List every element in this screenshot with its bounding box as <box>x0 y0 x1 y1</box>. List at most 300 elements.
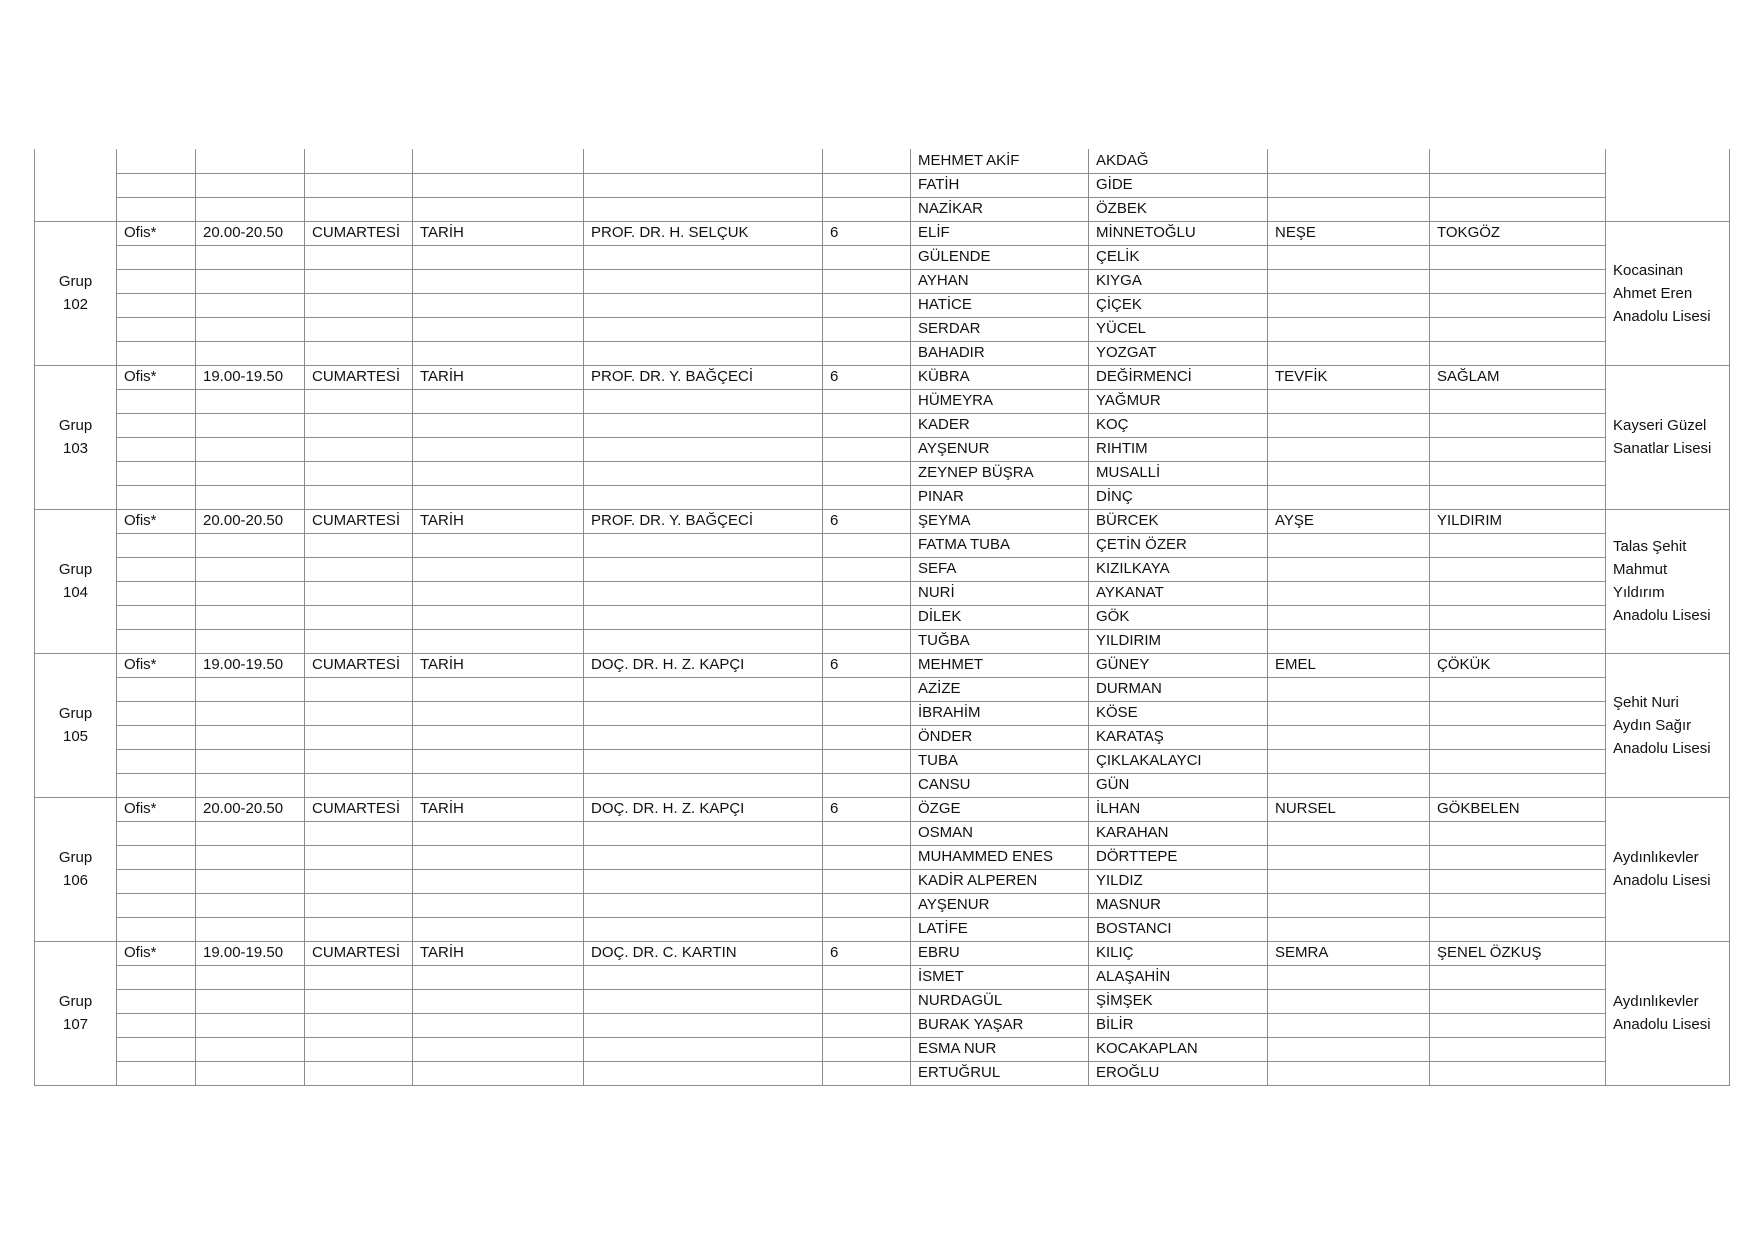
office-cell <box>117 581 196 605</box>
time-cell <box>196 197 305 221</box>
instructor-cell <box>584 989 823 1013</box>
course-cell <box>413 1013 584 1037</box>
capacity-cell <box>823 869 911 893</box>
time-cell: 19.00-19.50 <box>196 365 305 389</box>
time-cell <box>196 1061 305 1085</box>
table-row <box>35 1013 1730 1037</box>
capacity-cell <box>823 317 911 341</box>
teacher-first-name <box>1268 557 1430 581</box>
teacher-last-name <box>1430 197 1606 221</box>
day-cell <box>305 629 413 653</box>
course-cell <box>413 173 584 197</box>
capacity-cell: 6 <box>823 653 911 677</box>
student-last-name: KARATAŞ <box>1089 725 1268 749</box>
teacher-last-name <box>1430 773 1606 797</box>
teacher-last-name <box>1430 413 1606 437</box>
course-cell <box>413 749 584 773</box>
table-row <box>35 509 1730 533</box>
school-name-line: Ahmet Eren <box>1613 284 1693 302</box>
office-cell <box>117 749 196 773</box>
capacity-cell: 6 <box>823 941 911 965</box>
capacity-cell <box>823 485 911 509</box>
course-cell <box>413 869 584 893</box>
teacher-last-name <box>1430 173 1606 197</box>
course-cell <box>413 725 584 749</box>
student-first-name: FATMA TUBA <box>911 533 1089 557</box>
school-name-line: Kayseri Güzel <box>1613 417 1707 434</box>
day-cell <box>305 1013 413 1037</box>
capacity-cell: 6 <box>823 221 911 245</box>
time-cell <box>196 1037 305 1061</box>
schedule-body <box>35 149 1730 1085</box>
teacher-first-name <box>1268 773 1430 797</box>
teacher-last-name <box>1430 485 1606 509</box>
table-row <box>35 173 1730 197</box>
instructor-cell <box>584 677 823 701</box>
capacity-cell <box>823 725 911 749</box>
teacher-last-name <box>1430 533 1606 557</box>
student-first-name: TUBA <box>911 749 1089 773</box>
table-row <box>35 533 1730 557</box>
school-name-line: Mahmut <box>1613 561 1668 578</box>
table-row <box>35 413 1730 437</box>
student-first-name: HÜMEYRA <box>911 389 1089 413</box>
teacher-first-name <box>1268 845 1430 869</box>
school-name-line: Anadolu Lisesi <box>1613 872 1711 889</box>
table-row <box>35 557 1730 581</box>
time-cell <box>196 845 305 869</box>
office-cell <box>117 317 196 341</box>
instructor-cell <box>584 725 823 749</box>
student-first-name: BURAK YAŞAR <box>911 1013 1089 1037</box>
time-cell <box>196 269 305 293</box>
instructor-cell <box>584 1037 823 1061</box>
day-cell <box>305 989 413 1013</box>
table-row <box>35 245 1730 269</box>
course-cell <box>413 485 584 509</box>
instructor-cell <box>584 533 823 557</box>
capacity-cell <box>823 677 911 701</box>
time-cell <box>196 173 305 197</box>
capacity-cell <box>823 533 911 557</box>
capacity-cell: 6 <box>823 509 911 533</box>
teacher-first-name <box>1268 413 1430 437</box>
office-cell <box>117 341 196 365</box>
student-last-name: AYKANAT <box>1089 581 1268 605</box>
instructor-cell <box>584 893 823 917</box>
table-row <box>35 1037 1730 1061</box>
office-cell: Ofis* <box>117 941 196 965</box>
office-cell <box>117 725 196 749</box>
table-row <box>35 149 1730 173</box>
office-cell <box>117 1013 196 1037</box>
capacity-cell <box>823 269 911 293</box>
office-cell <box>117 893 196 917</box>
course-cell <box>413 341 584 365</box>
course-cell <box>413 989 584 1013</box>
student-last-name: KILIÇ <box>1089 941 1268 965</box>
instructor-cell <box>584 845 823 869</box>
time-cell <box>196 317 305 341</box>
day-cell <box>305 461 413 485</box>
student-first-name: KADER <box>911 413 1089 437</box>
course-cell: TARİH <box>413 221 584 245</box>
table-row <box>35 221 1730 245</box>
day-cell <box>305 533 413 557</box>
day-cell <box>305 701 413 725</box>
teacher-first-name <box>1268 485 1430 509</box>
student-first-name: OSMAN <box>911 821 1089 845</box>
instructor-cell <box>584 269 823 293</box>
teacher-first-name <box>1268 245 1430 269</box>
course-cell <box>413 437 584 461</box>
table-row <box>35 461 1730 485</box>
student-last-name: ÇİÇEK <box>1089 293 1268 317</box>
group-word: Grup <box>58 273 93 290</box>
capacity-cell <box>823 173 911 197</box>
table-row <box>35 797 1730 821</box>
teacher-first-name <box>1268 725 1430 749</box>
teacher-last-name <box>1430 989 1606 1013</box>
time-cell <box>196 581 305 605</box>
student-first-name: NAZİKAR <box>911 197 1089 221</box>
time-cell <box>196 677 305 701</box>
office-cell <box>117 149 196 173</box>
capacity-cell <box>823 917 911 941</box>
group-label-cell <box>35 365 117 509</box>
instructor-cell <box>584 869 823 893</box>
office-cell <box>117 917 196 941</box>
student-first-name: İSMET <box>911 965 1089 989</box>
course-cell <box>413 413 584 437</box>
group-label-cell <box>35 653 117 797</box>
day-cell: CUMARTESİ <box>305 365 413 389</box>
office-cell <box>117 437 196 461</box>
student-first-name: ÖZGE <box>911 797 1089 821</box>
table-row <box>35 917 1730 941</box>
day-cell <box>305 485 413 509</box>
student-last-name: ALAŞAHİN <box>1089 965 1268 989</box>
time-cell <box>196 1013 305 1037</box>
instructor-cell <box>584 245 823 269</box>
instructor-cell: DOÇ. DR. H. Z. KAPÇI <box>584 653 823 677</box>
course-cell: TARİH <box>413 365 584 389</box>
table-row <box>35 605 1730 629</box>
teacher-first-name <box>1268 1013 1430 1037</box>
office-cell <box>117 413 196 437</box>
instructor-cell <box>584 821 823 845</box>
teacher-last-name <box>1430 557 1606 581</box>
student-first-name: İBRAHİM <box>911 701 1089 725</box>
student-first-name: ÖNDER <box>911 725 1089 749</box>
teacher-first-name <box>1268 893 1430 917</box>
day-cell <box>305 917 413 941</box>
capacity-cell <box>823 437 911 461</box>
day-cell <box>305 197 413 221</box>
office-cell <box>117 989 196 1013</box>
student-last-name: KIYGA <box>1089 269 1268 293</box>
instructor-cell: DOÇ. DR. H. Z. KAPÇI <box>584 797 823 821</box>
student-first-name: AYHAN <box>911 269 1089 293</box>
course-cell <box>413 701 584 725</box>
teacher-first-name <box>1268 989 1430 1013</box>
instructor-cell <box>584 317 823 341</box>
office-cell <box>117 389 196 413</box>
instructor-cell <box>584 485 823 509</box>
teacher-last-name <box>1430 389 1606 413</box>
table-row <box>35 269 1730 293</box>
day-cell <box>305 1037 413 1061</box>
table-row <box>35 701 1730 725</box>
teacher-first-name: AYŞE <box>1268 509 1430 533</box>
student-first-name: AYŞENUR <box>911 437 1089 461</box>
group-label-cell <box>35 509 117 653</box>
instructor-cell <box>584 437 823 461</box>
table-row <box>35 893 1730 917</box>
teacher-last-name <box>1430 1037 1606 1061</box>
office-cell <box>117 965 196 989</box>
teacher-last-name <box>1430 893 1606 917</box>
office-cell <box>117 269 196 293</box>
student-last-name: ÇETİN ÖZER <box>1089 533 1268 557</box>
capacity-cell <box>823 341 911 365</box>
student-last-name: AKDAĞ <box>1089 149 1268 173</box>
student-last-name: GİDE <box>1089 173 1268 197</box>
table-row <box>35 581 1730 605</box>
teacher-last-name <box>1430 605 1606 629</box>
table-row <box>35 965 1730 989</box>
office-cell <box>117 821 196 845</box>
time-cell: 19.00-19.50 <box>196 941 305 965</box>
school-cell <box>1606 653 1730 797</box>
table-row <box>35 845 1730 869</box>
student-first-name: AZİZE <box>911 677 1089 701</box>
office-cell <box>117 197 196 221</box>
office-cell <box>117 1061 196 1085</box>
day-cell <box>305 245 413 269</box>
time-cell <box>196 917 305 941</box>
student-last-name: ŞİMŞEK <box>1089 989 1268 1013</box>
teacher-first-name <box>1268 605 1430 629</box>
teacher-last-name <box>1430 629 1606 653</box>
day-cell <box>305 821 413 845</box>
time-cell <box>196 293 305 317</box>
student-last-name: DEĞİRMENCİ <box>1089 365 1268 389</box>
day-cell <box>305 341 413 365</box>
capacity-cell <box>823 989 911 1013</box>
time-cell: 20.00-20.50 <box>196 797 305 821</box>
capacity-cell <box>823 821 911 845</box>
student-first-name: NURİ <box>911 581 1089 605</box>
student-last-name: GÜNEY <box>1089 653 1268 677</box>
group-label-cell <box>35 221 117 365</box>
capacity-cell <box>823 581 911 605</box>
group-word: Grup <box>58 849 93 866</box>
day-cell <box>305 317 413 341</box>
teacher-first-name <box>1268 389 1430 413</box>
table-row <box>35 677 1730 701</box>
school-cell <box>1606 797 1730 941</box>
course-cell <box>413 677 584 701</box>
instructor-cell <box>584 173 823 197</box>
capacity-cell: 6 <box>823 797 911 821</box>
teacher-last-name <box>1430 917 1606 941</box>
instructor-cell <box>584 917 823 941</box>
group-number: 105 <box>62 728 89 745</box>
day-cell <box>305 893 413 917</box>
course-cell <box>413 1061 584 1085</box>
teacher-first-name <box>1268 149 1430 173</box>
school-name-line: Sanatlar Lisesi <box>1613 440 1712 457</box>
instructor-cell <box>584 1013 823 1037</box>
teacher-first-name <box>1268 341 1430 365</box>
capacity-cell <box>823 701 911 725</box>
instructor-cell <box>584 581 823 605</box>
schedule-table <box>34 149 1730 1086</box>
student-first-name: GÜLENDE <box>911 245 1089 269</box>
table-row <box>35 293 1730 317</box>
capacity-cell <box>823 893 911 917</box>
course-cell <box>413 293 584 317</box>
teacher-first-name: SEMRA <box>1268 941 1430 965</box>
time-cell <box>196 989 305 1013</box>
day-cell <box>305 749 413 773</box>
day-cell <box>305 437 413 461</box>
teacher-first-name <box>1268 677 1430 701</box>
day-cell <box>305 845 413 869</box>
course-cell <box>413 1037 584 1061</box>
instructor-cell <box>584 701 823 725</box>
instructor-cell <box>584 1061 823 1085</box>
teacher-first-name <box>1268 629 1430 653</box>
day-cell <box>305 269 413 293</box>
teacher-first-name <box>1268 701 1430 725</box>
group-word: Grup <box>58 417 93 434</box>
student-first-name: TUĞBA <box>911 629 1089 653</box>
teacher-first-name: EMEL <box>1268 653 1430 677</box>
instructor-cell <box>584 557 823 581</box>
student-first-name: ESMA NUR <box>911 1037 1089 1061</box>
time-cell <box>196 461 305 485</box>
time-cell <box>196 533 305 557</box>
student-last-name: YOZGAT <box>1089 341 1268 365</box>
course-cell <box>413 245 584 269</box>
group-number: 103 <box>62 440 89 457</box>
capacity-cell <box>823 1037 911 1061</box>
day-cell <box>305 149 413 173</box>
student-last-name: BİLİR <box>1089 1013 1268 1037</box>
capacity-cell <box>823 773 911 797</box>
office-cell <box>117 605 196 629</box>
table-row <box>35 341 1730 365</box>
school-cell <box>1606 941 1730 1085</box>
course-cell <box>413 149 584 173</box>
school-name-line: Şehit Nuri <box>1613 693 1679 711</box>
student-first-name: KADİR ALPEREN <box>911 869 1089 893</box>
student-last-name: ÇIKLAKALAYCI <box>1089 749 1268 773</box>
student-last-name: DURMAN <box>1089 677 1268 701</box>
day-cell <box>305 1061 413 1085</box>
student-last-name: YÜCEL <box>1089 317 1268 341</box>
student-last-name: BÜRCEK <box>1089 509 1268 533</box>
instructor-cell <box>584 965 823 989</box>
capacity-cell <box>823 149 911 173</box>
table-row <box>35 1061 1730 1085</box>
office-cell: Ofis* <box>117 797 196 821</box>
group-number: 106 <box>62 872 89 889</box>
table-row <box>35 821 1730 845</box>
school-name-line: Kocasinan <box>1613 261 1684 279</box>
time-cell <box>196 965 305 989</box>
teacher-first-name <box>1268 269 1430 293</box>
time-cell <box>196 869 305 893</box>
time-cell <box>196 629 305 653</box>
teacher-last-name <box>1430 293 1606 317</box>
day-cell: CUMARTESİ <box>305 509 413 533</box>
course-cell <box>413 389 584 413</box>
course-cell <box>413 965 584 989</box>
group-number: 107 <box>62 1016 89 1033</box>
time-cell <box>196 149 305 173</box>
student-first-name: HATİCE <box>911 293 1089 317</box>
time-cell <box>196 389 305 413</box>
course-cell <box>413 893 584 917</box>
office-cell <box>117 845 196 869</box>
student-first-name: ERTUĞRUL <box>911 1061 1089 1085</box>
office-cell <box>117 869 196 893</box>
time-cell <box>196 437 305 461</box>
student-first-name: DİLEK <box>911 605 1089 629</box>
teacher-first-name <box>1268 173 1430 197</box>
school-cell <box>1606 221 1730 365</box>
day-cell: CUMARTESİ <box>305 221 413 245</box>
course-cell <box>413 821 584 845</box>
school-name-line: Anadolu Lisesi <box>1613 739 1711 757</box>
day-cell <box>305 293 413 317</box>
instructor-cell <box>584 413 823 437</box>
teacher-last-name <box>1430 581 1606 605</box>
group-number: 104 <box>62 584 89 601</box>
instructor-cell <box>584 341 823 365</box>
office-cell <box>117 773 196 797</box>
teacher-first-name <box>1268 965 1430 989</box>
table-row <box>35 485 1730 509</box>
capacity-cell <box>823 389 911 413</box>
student-last-name: ÖZBEK <box>1089 197 1268 221</box>
teacher-first-name <box>1268 461 1430 485</box>
instructor-cell <box>584 461 823 485</box>
teacher-first-name <box>1268 317 1430 341</box>
student-first-name: BAHADIR <box>911 341 1089 365</box>
time-cell: 19.00-19.50 <box>196 653 305 677</box>
course-cell: TARİH <box>413 797 584 821</box>
teacher-last-name <box>1430 869 1606 893</box>
course-cell <box>413 581 584 605</box>
school-name-line: Yıldırım <box>1613 584 1665 601</box>
student-last-name: KOCAKAPLAN <box>1089 1037 1268 1061</box>
time-cell <box>196 773 305 797</box>
teacher-last-name <box>1430 749 1606 773</box>
capacity-cell <box>823 845 911 869</box>
teacher-last-name: SAĞLAM <box>1430 365 1606 389</box>
student-first-name: SEFA <box>911 557 1089 581</box>
course-cell <box>413 845 584 869</box>
day-cell <box>305 413 413 437</box>
teacher-first-name <box>1268 869 1430 893</box>
course-cell <box>413 533 584 557</box>
capacity-cell <box>823 557 911 581</box>
course-cell <box>413 629 584 653</box>
